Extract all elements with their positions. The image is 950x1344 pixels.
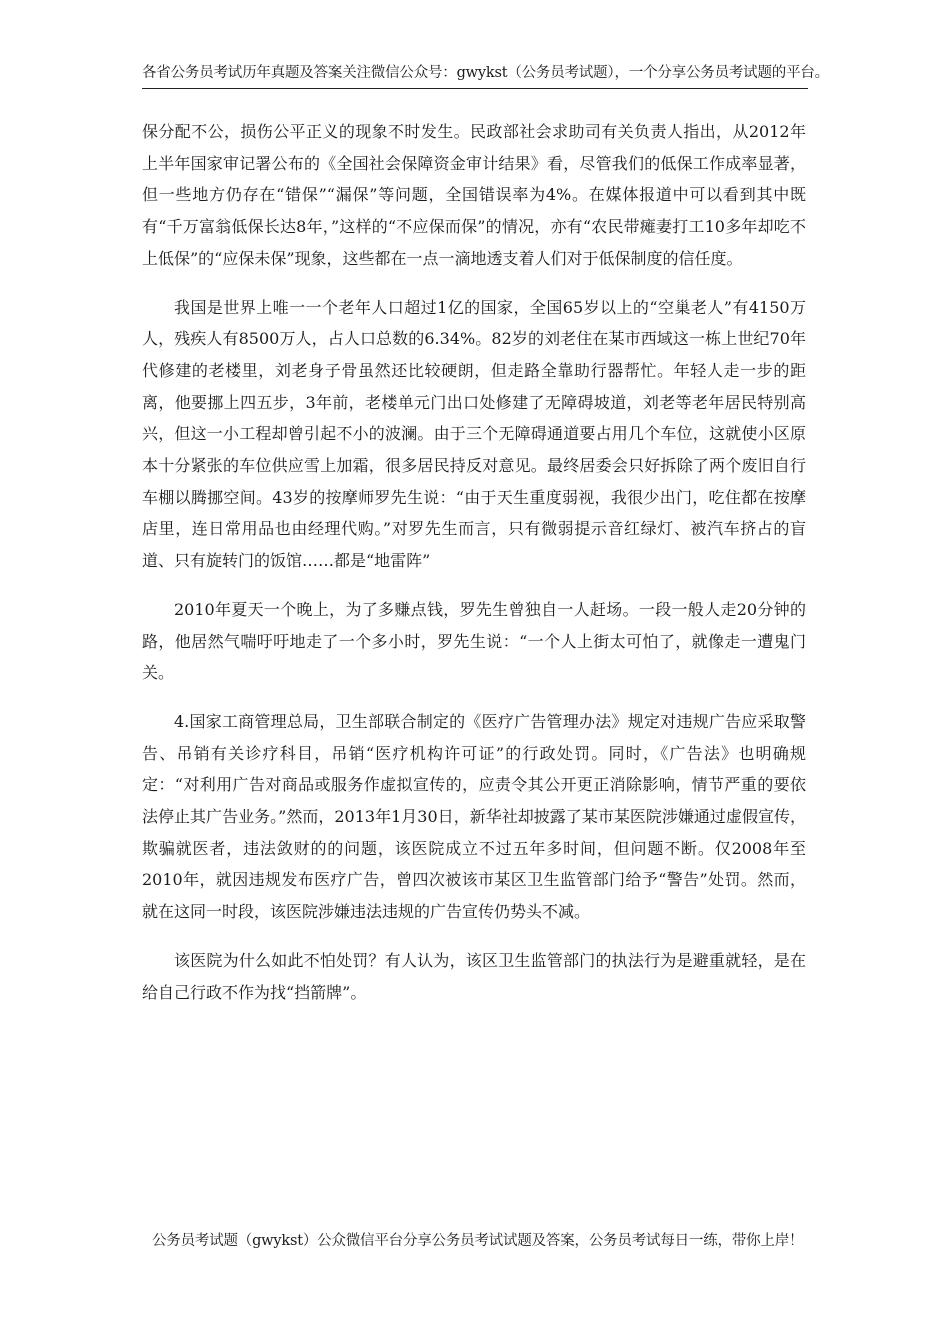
document-body	[142, 116, 806, 1008]
paragraph-mr-luo-walk: 2010年夏天一个晚上，为了多赚点钱，罗先生曾独自一人赶场。一段一般人走20分钟的路，他居然气喘吁吁地走了一个多小时，罗先生说：“一个人上街太可怕了，就像走一遭鬼门关。	[142, 599, 806, 683]
paragraph-hospital-penalty: 该医院为什么如此不怕处罚？有人认为，该区卫生监管部门的执法行为是避重就轻，是在给自己行政不作为找“挡箭牌”。	[142, 950, 806, 1002]
paragraph-medical-advertising: 4.国家工商管理总局，卫生部联合制定的《医疗广告管理办法》规定对违规广告应采取警告、吊销有关诊疗科目，吊销“医疗机构许可证”的行政处罚。同时，《广告法》也明确规定：“对利用广告对商品或服务作虚拟宣传的，应责令其公开更正消除影响，情节严重的要依法停止其广告业务。”然而，2013年1月30日，新华社却披露了某市某医院涉嫌通过虚假宣传，欺骗就医者，违法敛财的的问题，该医院成立不过五年多时间，但问题不断。仅2008年至2010年，就因违规发布医疗广告，曾四次被该市某区卫生监管部门给予“警告”处罚。然而，就在这同一时段，该医院涉嫌违法违规的广告宣传仍势头不减。	[142, 711, 806, 922]
paragraph-elderly-disabled: 我国是世界上唯一一个老年人口超过1亿的国家，全国65岁以上的“空巢老人”有4150万人，残疾人有8500万人，占人口总数的6.34%。82岁的刘老住在某市西域这一栋上世纪70年代修建的老楼里，刘老身子骨虽然还比较硬朗，但走路全靠助行器帮忙。年轻人走一步的距离，他要挪上四五步，3年前，老楼单元门出口处修建了无障碍坡道，刘老等老年居民特别高兴，但这一小工程却曾引起不小的波澜。由于三个无障碍通道要占用几个车位，这就使小区原本十分紧张的车位供应雪上加霜，很多居民持反对意见。最终居委会只好拆除了两个废旧自行车棚以腾挪空间。43岁的按摩师罗先生说：“由于天生重度弱视，我很少出门，吃住都在按摩店里，连日常用品也由经理代购。”对罗先生而言，只有微弱提示音红绿灯、被汽车挤占的盲道、只有旋转门的饭馆……都是“地雷阵”	[142, 297, 806, 571]
header-divider	[142, 88, 808, 89]
page-header: 各省公务员考试历年真题及答案关注微信公众号：gwykst（公务员考试题），一个分享公务员考试题的平台。	[142, 65, 829, 81]
paragraph-low-income-subsidy: 保分配不公，损伤公平正义的现象不时发生。民政部社会求助司有关负责人指出，从2012年上半年国家审记署公布的《全国社会保障资金审计结果》看，尽管我们的低保工作成率显著，但一些地方仍存在“错保”“漏保”等问题，全国错误率为4%。在媒体报道中可以看到其中既有“千万富翁低保长达8年，”这样的“不应保而保”的情况，亦有“农民带瘫妻打工10多年却吃不上低保”的“应保未保”现象，这些都在一点一滴地透支着人们对于低保制度的信任度。	[142, 122, 806, 268]
page-footer: 公务员考试题（gwykst）公众微信平台分享公务员考试试题及答案，公务员考试每日一练，带你上岸！	[152, 1233, 804, 1249]
